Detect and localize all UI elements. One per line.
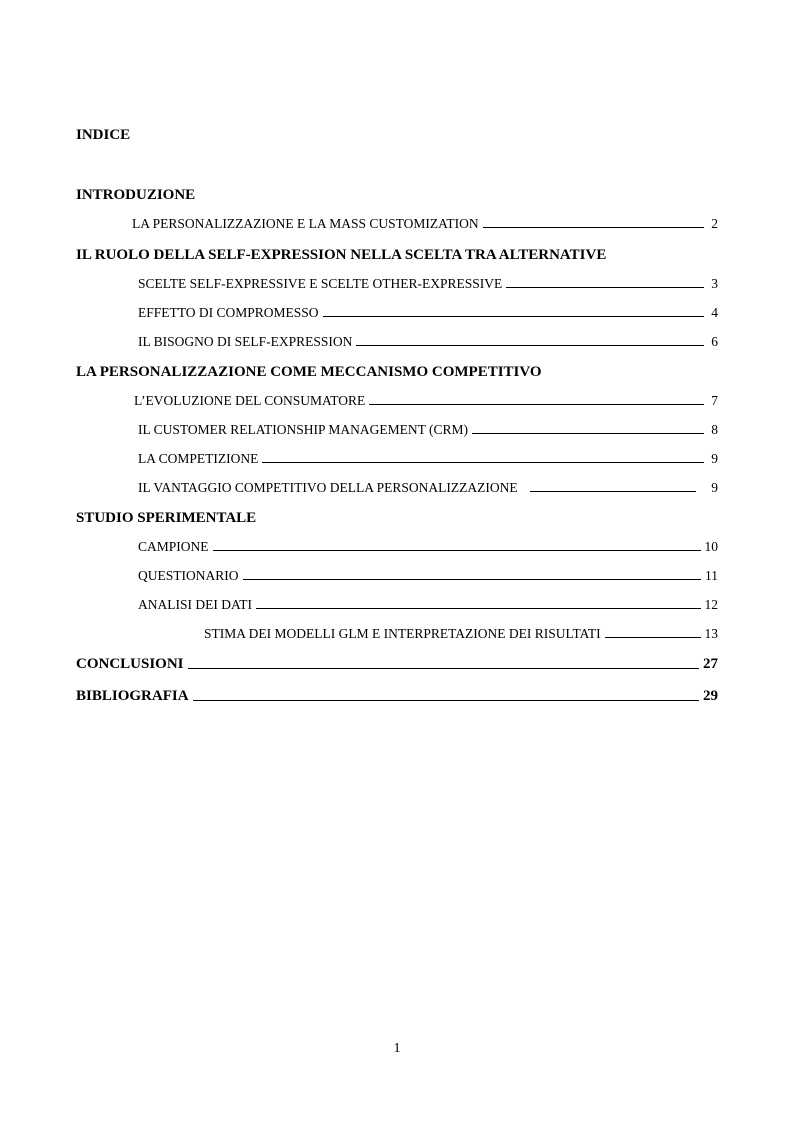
chapter-heading[interactable]: STUDIO SPERIMENTALE bbox=[76, 510, 257, 526]
toc-entry[interactable] bbox=[132, 216, 718, 232]
toc-entry[interactable] bbox=[134, 393, 718, 409]
toc-entry-label: LA COMPETIZIONE bbox=[138, 451, 259, 466]
toc-leader bbox=[356, 345, 704, 346]
toc-leader bbox=[506, 287, 704, 288]
toc-entry[interactable] bbox=[138, 422, 718, 438]
toc-leader bbox=[483, 227, 704, 228]
toc-page-number: 11 bbox=[705, 568, 718, 583]
toc-entry-label: EFFETTO DI COMPROMESSO bbox=[138, 305, 319, 320]
toc-page-number: 4 bbox=[711, 305, 718, 320]
toc-entry-label: IL VANTAGGIO COMPETITIVO DELLA PERSONALIZZAZIONE bbox=[138, 480, 518, 495]
toc-leader bbox=[323, 316, 704, 317]
toc-entry[interactable] bbox=[138, 276, 718, 292]
toc-entry[interactable] bbox=[138, 480, 718, 496]
toc-page-number: 7 bbox=[711, 393, 718, 408]
chapter-heading[interactable]: IL RUOLO DELLA SELF-EXPRESSION NELLA SCELTA TRA ALTERNATIVE bbox=[76, 247, 607, 263]
toc-entry[interactable] bbox=[138, 568, 718, 584]
toc-entry-label: ANALISI DEI DATI bbox=[138, 597, 252, 612]
toc-entry[interactable] bbox=[138, 451, 718, 467]
toc-page-number: 2 bbox=[711, 216, 718, 231]
toc-entry[interactable] bbox=[76, 656, 718, 673]
toc-entry[interactable] bbox=[138, 597, 718, 613]
toc-page-number: 10 bbox=[704, 539, 718, 554]
toc-page-number: 9 bbox=[711, 451, 718, 466]
toc-entry-label: CONCLUSIONI bbox=[76, 656, 184, 672]
toc-entry-label: LA PERSONALIZZAZIONE E LA MASS CUSTOMIZATION bbox=[132, 216, 479, 231]
toc-leader bbox=[530, 491, 696, 492]
toc-leader bbox=[472, 433, 704, 434]
chapter-heading[interactable]: INTRODUZIONE bbox=[76, 187, 196, 203]
toc-entry[interactable] bbox=[138, 539, 718, 555]
toc-page-number: 13 bbox=[704, 626, 718, 641]
toc-leader bbox=[213, 550, 701, 551]
toc-page-number: 29 bbox=[703, 688, 718, 704]
toc-page-number: 27 bbox=[703, 656, 718, 672]
toc-leader bbox=[193, 700, 699, 701]
toc-entry-label: L’EVOLUZIONE DEL CONSUMATORE bbox=[134, 393, 366, 408]
toc-leader bbox=[188, 668, 699, 669]
chapter-heading[interactable]: LA PERSONALIZZAZIONE COME MECCANISMO COMPETITIVO bbox=[76, 364, 542, 380]
toc-page-number: 9 bbox=[711, 480, 718, 495]
toc-entry-label: IL BISOGNO DI SELF-EXPRESSION bbox=[138, 334, 353, 349]
toc-entry[interactable] bbox=[204, 626, 718, 642]
toc-entry-label: CAMPIONE bbox=[138, 539, 209, 554]
toc-leader bbox=[243, 579, 702, 580]
toc-page-number: 8 bbox=[711, 422, 718, 437]
toc-page-number: 6 bbox=[711, 334, 718, 349]
toc-entry[interactable] bbox=[138, 334, 718, 350]
toc-entry-label: BIBLIOGRAFIA bbox=[76, 688, 189, 704]
toc-leader bbox=[262, 462, 704, 463]
toc-entry-label: STIMA DEI MODELLI GLM E INTERPRETAZIONE DEI RISULTATI bbox=[204, 626, 601, 641]
toc-entry-label: SCELTE SELF-EXPRESSIVE E SCELTE OTHER-EXPRESSIVE bbox=[138, 276, 503, 291]
toc-entry[interactable] bbox=[138, 305, 718, 321]
toc-entry-label: IL CUSTOMER RELATIONSHIP MANAGEMENT (CRM) bbox=[138, 422, 469, 437]
toc-entry[interactable] bbox=[76, 688, 718, 705]
toc-leader bbox=[256, 608, 701, 609]
toc-leader bbox=[369, 404, 704, 405]
toc-entry-label: QUESTIONARIO bbox=[138, 568, 239, 583]
toc-leader bbox=[605, 637, 701, 638]
toc-page-number: 12 bbox=[704, 597, 718, 612]
toc-page-number: 3 bbox=[711, 276, 718, 291]
page-title: INDICE bbox=[76, 127, 131, 143]
page-number: 1 bbox=[393, 1041, 401, 1056]
